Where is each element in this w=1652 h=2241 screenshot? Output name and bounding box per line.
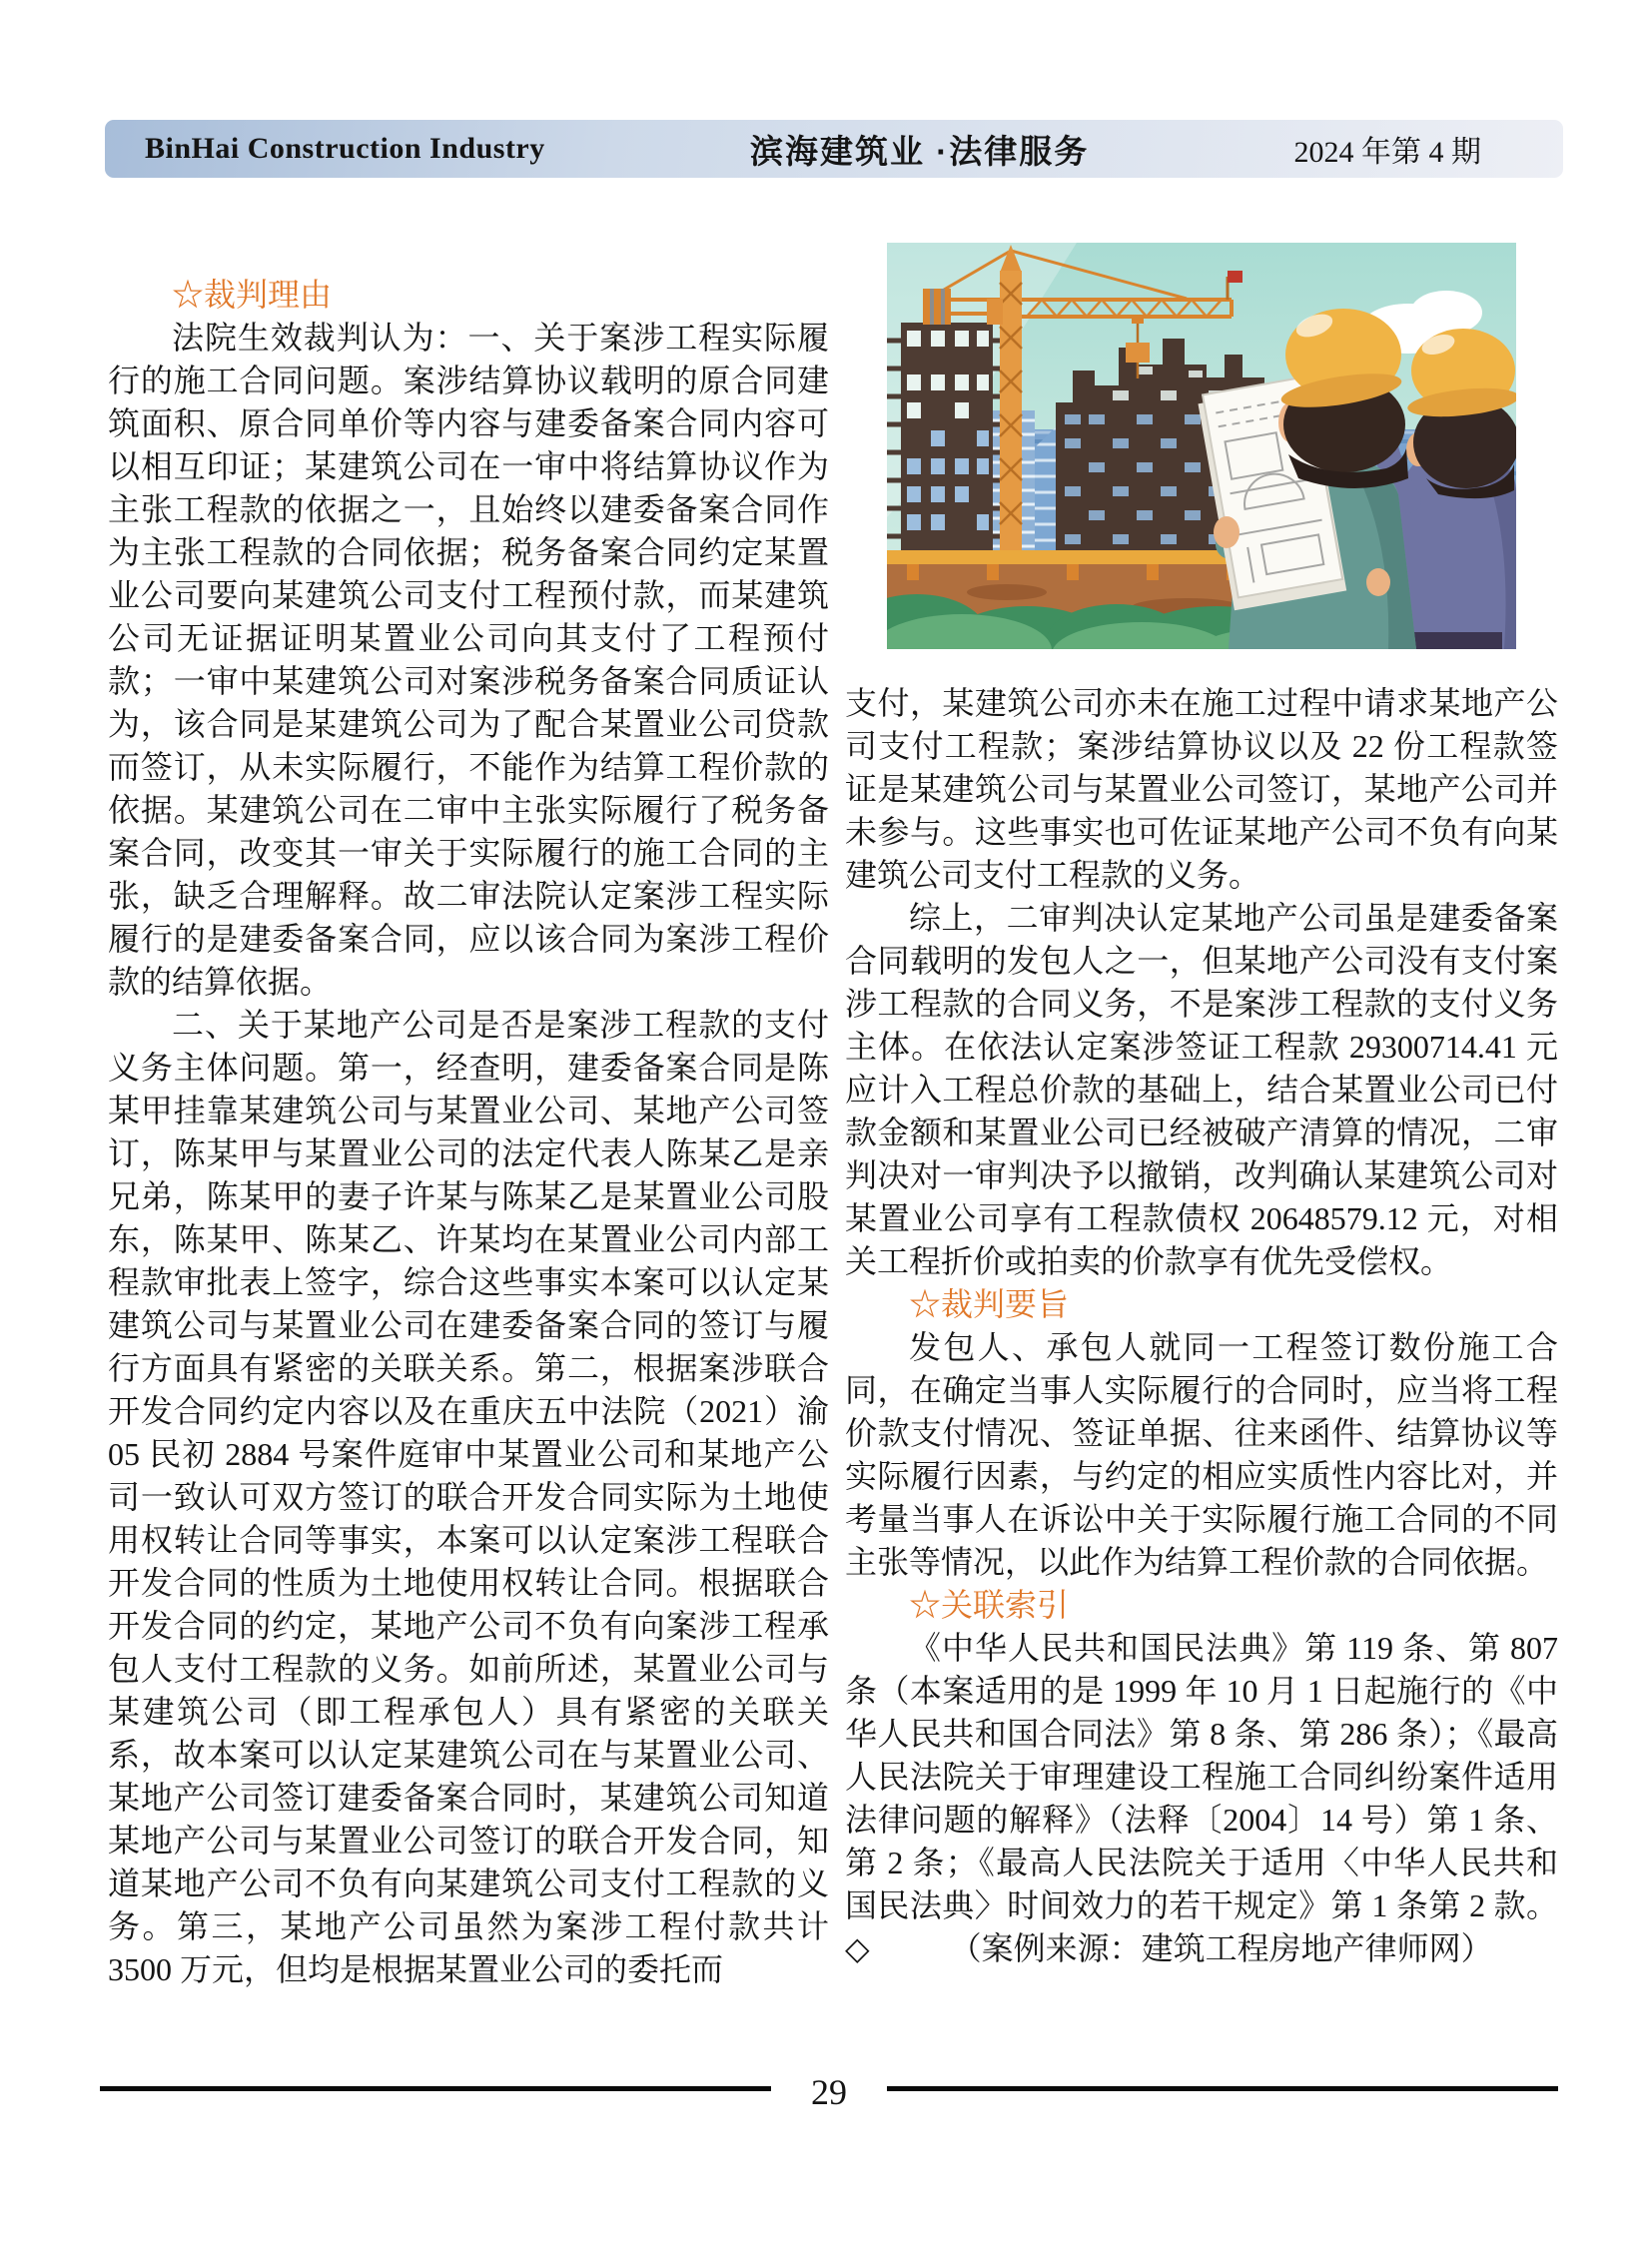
article-body <box>108 240 1558 1991</box>
page-header <box>105 120 1563 178</box>
body-paragraph: 综上，二审判决认定某地产公司虽是建委备案合同载明的发包人之一，但某地产公司没有支付案涉工程款的合同义务，不是案涉工程款的支付义务主体。在依法认定案涉签证工程款 29300714.41 元应计入工程总价款的基础上，结合某置业公司已付款金额和某置业公司已经被破产清算的情况，二审判决对一审判决予以撤销，改判确认某建筑公司对某置业公司享有工程款债权 20648579.12 元，对相关工程折价或拍卖的价款享有优先受偿权。 <box>845 900 1558 1279</box>
section-heading: ☆裁判要旨 <box>909 1286 1070 1322</box>
page-number: 29 <box>811 2072 847 2112</box>
journal-title-english: BinHai Construction Industry <box>145 132 545 165</box>
body-paragraph: 法院生效裁判认为：一、关于案涉工程实际履行的施工合同问题。案涉结算协议载明的原合同建筑面积、原合同单价等内容与建委备案合同内容可以相互印证；某建筑公司在一审中将结算协议作为主张工程款的依据之一，且始终以建委备案合同作为主张工程款的合同依据；税务备案合同约定某置业公司要向某建筑公司支付工程预付款，而某建筑公司无证据证明某置业公司向其支付了工程预付款；一审中某建筑公司对案涉税务备案合同质证认为，该合同是某建筑公司为了配合某置业公司贷款而签订，从未实际履行，不能作为结算工程价款的依据。某建筑公司在二审中主张实际履行了税务备案合同，改变其一审关于实际履行的施工合同的主张，缺乏合理解释。故二审法院认定案涉工程实际履行的是建委备案合同，应以该合同为案涉工程价款的结算依据。 <box>108 320 829 1000</box>
construction-illustration <box>887 243 1516 649</box>
page-footer <box>100 2067 1558 2131</box>
left-column <box>108 240 829 1991</box>
section-heading: ☆裁判理由 <box>172 277 333 313</box>
body-paragraph: 二、关于某地产公司是否是案涉工程款的支付义务主体问题。第一，经查明，建委备案合同是陈某甲挂靠某建筑公司与某置业公司、某地产公司签订，陈某甲与某置业公司的法定代表人陈某乙是亲兄弟，陈某甲的妻子许某与陈某乙是某置业公司股东，陈某甲、陈某乙、许某均在某置业公司内部工程款审批表上签字，综合这些事实本案可以认定某建筑公司与某置业公司在建委备案合同的签订与履行方面具有紧密的关联关系。第二，根据案涉联合开发合同约定内容以及在重庆五中法院（2021）渝 05 民初 2884 号案件庭审中某置业公司和某地产公司一致认可双方签订的联合开发合同实际为土地使用权转让合同等事实，本案可以认定案涉工程联合开发合同的性质为土地使用权转让合同。根据联合开发合同的约定，某地产公司不负有向案涉工程承包人支付工程款的义务。如前所述，某置业公司与某建筑公司（即工程承包人）具有紧密的关联关系，故本案可以认定某建筑公司在与某置业公司、某地产公司签订建委备案合同时，某建筑公司知道某地产公司与某置业公司签订的联合开发合同，知道某地产公司不负有向某建筑公司支付工程款的义务。第三，某地产公司虽然为案涉工程付款共计 3500 万元，但均是根据某置业公司的委托而 <box>108 1007 829 1987</box>
building-left-silhouette <box>887 323 1007 562</box>
right-column-text <box>845 682 1558 1970</box>
body-paragraph: 发包人、承包人就同一工程签订数份施工合同，在确定当事人实际履行的合同时，应当将工程价款支付情况、签证单据、往来函件、结算协议等实际履行因素，与约定的相应实质性内容比对，并考量当事人在诉讼中关于实际履行施工合同的不同主张等情况，以此作为结算工程价款的合同依据。 <box>845 1329 1558 1580</box>
issue-label: 2024 年第 4 期 <box>1293 136 1481 169</box>
section-heading: ☆关联索引 <box>909 1587 1070 1623</box>
body-paragraph: 《中华人民共和国民法典》第 119 条、第 807 条（本案适用的是 1999 年 10 月 1 日起施行的《中华人民共和国合同法》第 8 条、第 286 条）；《最高人民法院关于审理建设工程施工合同纠纷案件适用法律问题的解释》（法释〔2004〕14 号）第 1 条、第 2 条；《最高人民法院关于适用〈中华人民共和国民法典〉时间效力的若干规定》第 1 条第 2 款。◇ （案例来源：建筑工程房地产律师网） <box>845 1630 1558 1966</box>
right-column <box>845 240 1558 1991</box>
journal-title-chinese: 滨海建筑业 ·法律服务 <box>750 132 1090 170</box>
body-paragraph: 支付，某建筑公司亦未在施工过程中请求某地产公司支付工程款；案涉结算协议以及 22 份工程款签证是某建筑公司与某置业公司签订，某地产公司并未参与。这些事实也可佐证某地产公司不负有向某建筑公司支付工程款的义务。 <box>845 685 1558 893</box>
